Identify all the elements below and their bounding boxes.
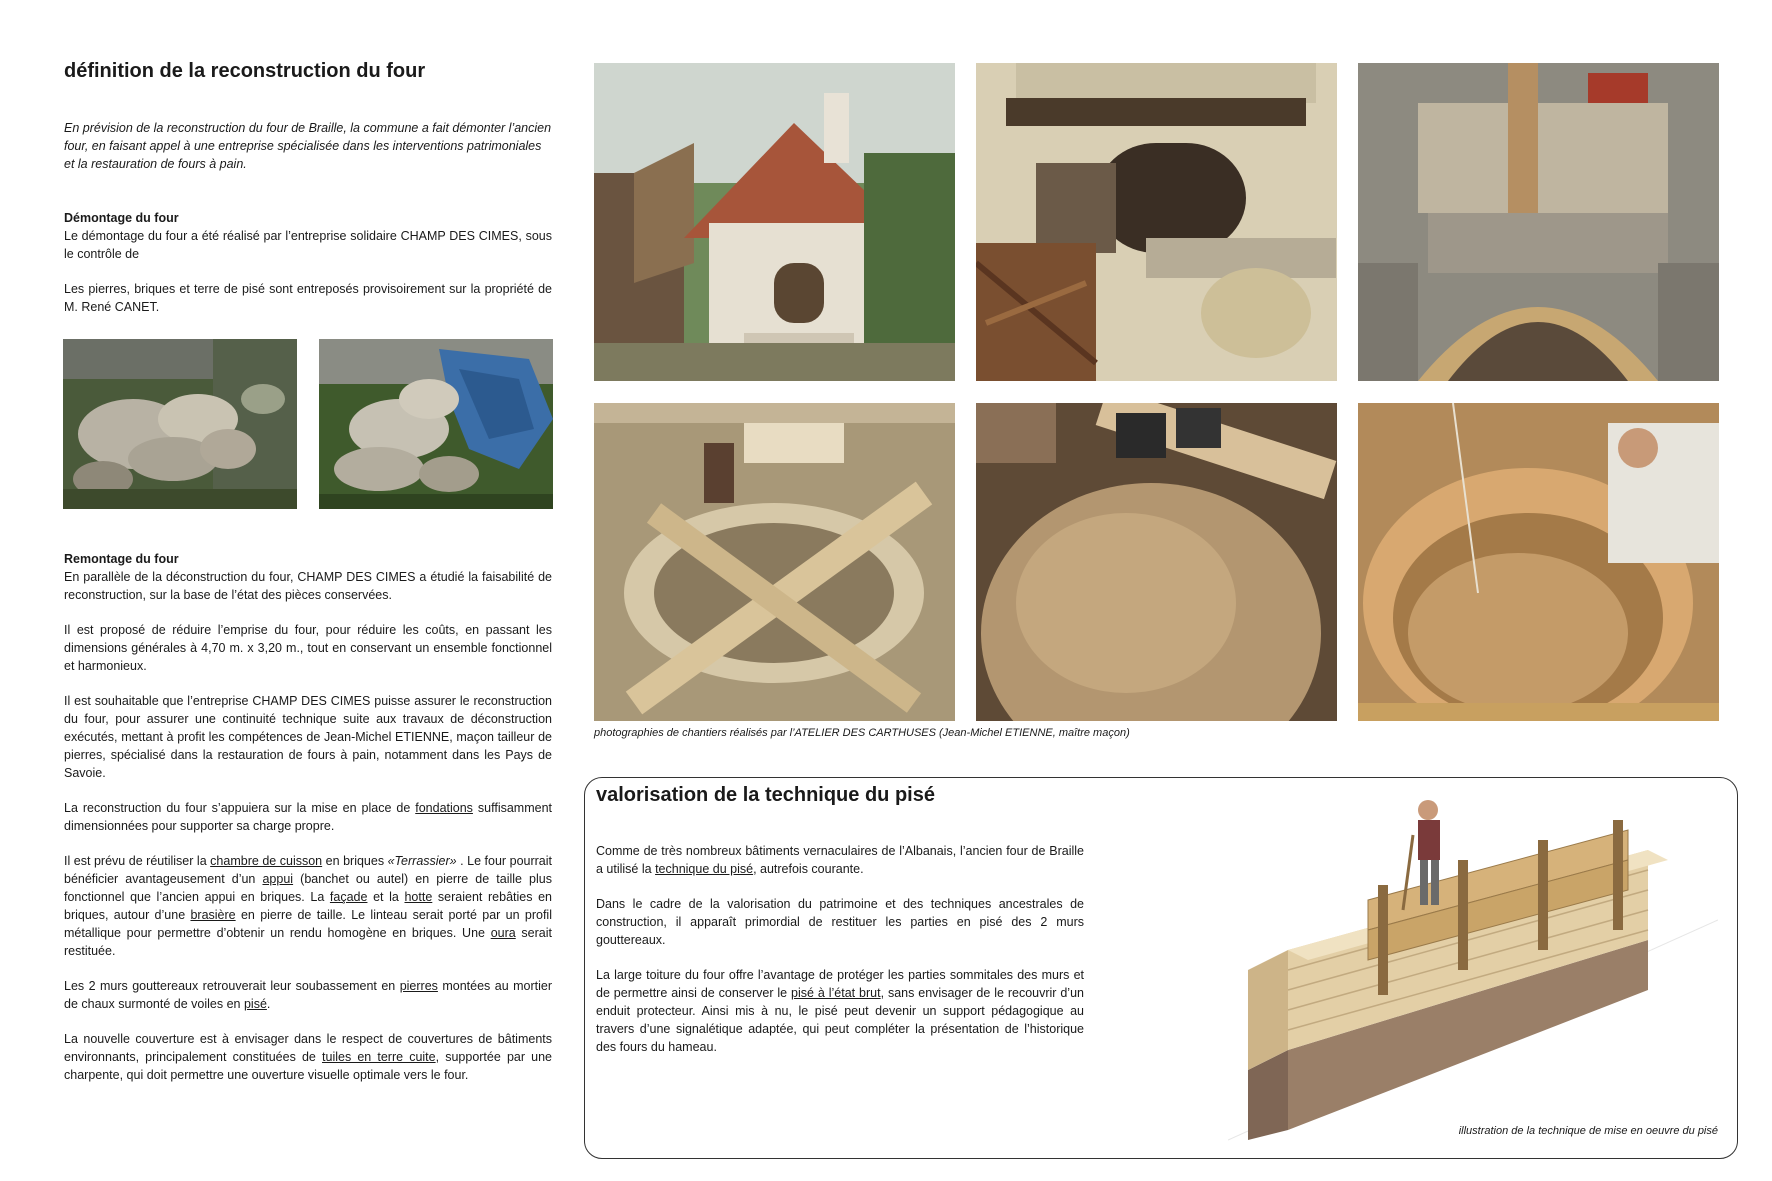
oven-vault-bricks-photo <box>1358 403 1719 721</box>
term-oura: oura <box>490 926 516 940</box>
term-technique-du-pise: technique du pisé <box>655 862 754 876</box>
term-pierres: pierres <box>399 979 438 993</box>
term-chambre-de-cuisson: chambre de cuisson <box>210 854 323 868</box>
pise-title: valorisation de la technique du pisé <box>596 784 935 806</box>
remontage-p1: En parallèle de la déconstruction du four, CHAMP DES CIMES a étudié la faisabilité de reconstruction, sur la base de l’état des pièces conservées. <box>64 570 552 602</box>
remontage-p6: Les 2 murs gouttereaux retrouverait leur soubassement en pierres montées au mortier de chaux surmonté de voiles en pisé. <box>64 979 552 1011</box>
term-facade: façade <box>329 890 368 904</box>
term-pise-etat-brut: pisé à l’état brut <box>791 986 881 1000</box>
pise-p1: Comme de très nombreux bâtiments vernaculaires de l’Albanais, l’ancien four de Braille a utilisé la technique du pisé, autrefois courante. <box>596 844 1084 876</box>
term-hotte: hotte <box>404 890 433 904</box>
remontage-section <box>64 550 552 1101</box>
term-fondations: fondations <box>415 801 473 815</box>
remontage-p3: Il est souhaitable que l’entreprise CHAMP DES CIMES puisse assurer le reconstruction du four, pour assurer une continuité technique suite aux travaux de déconstruction exécutés, mettant à profit les compétences de Jean-Michel ETIENNE, maçon tailleur de pierres, spécialisé dans la restauration de fours à pain, notamment dans les Pays de Savoie. <box>64 694 552 780</box>
stone-pile-photo-2 <box>319 339 553 509</box>
bread-oven-front-photo <box>976 63 1337 381</box>
intro-text: En prévision de la reconstruction du four de Braille, la commune a fait démonter l’ancien four, en faisant appel à une entreprise spécialisée dans les interventions patrimoniales et la restauration de fours à pain. <box>64 121 552 171</box>
term-appui: appui <box>262 872 294 886</box>
remontage-p7: La nouvelle couverture est à envisager dans le respect de couvertures de bâtiments environnants, principalement constituées de tuiles en terre cuite, supportée par une charpente, qui doit permettre une ouverture visuelle optimale vers le four. <box>64 1032 552 1082</box>
page-title: définition de la reconstruction du four <box>64 60 426 82</box>
term-tuiles: tuiles en terre cuite <box>322 1050 436 1064</box>
remontage-p5: Il est prévu de réutiliser la chambre de cuisson en briques «Terrassier» . Le four pourrait bénéficier avantageusement d’un appui (banchet ou autel) en pierre de taille plus fonctionnel que l’ancien appui en briques. La façade et la hotte seraient rebâties en briques, autour d’une brasière en pierre de taille. Le linteau serait porté par un profil métallique pour permettre d’obtenir un rendu homogène en briques. Une oura serait restituée. <box>64 854 553 958</box>
remontage-p2: Il est proposé de réduire l’emprise du four, pour réduire les coûts, en passant les dimensions générales à 4,70 m. x 3,20 m., tout en conservant un ensemble fonctionnel et harmonieux. <box>64 623 552 673</box>
oven-arch-construction-photo <box>1358 63 1719 381</box>
term-pise: pisé <box>243 997 267 1011</box>
remontage-heading: Remontage du four <box>64 552 179 566</box>
pise-illustration <box>1228 790 1718 1142</box>
demontage-p2: Les pierres, briques et terre de pisé sont entreposés provisoirement sur la propriété de M. René CANET. <box>64 282 552 314</box>
illustration-caption: illustration de la technique de mise en oeuvre du pisé <box>1458 1125 1718 1137</box>
gallery-caption: photographies de chantiers réalisés par l’ATELIER DES CARTHUSES (Jean-Michel ETIENNE, maître maçon) <box>594 727 1130 739</box>
demontage-section <box>64 209 552 333</box>
oven-floor-brickwork-photo <box>594 403 955 721</box>
pise-text <box>596 842 1084 1073</box>
demontage-p1: Le démontage du four a été réalisé par l’entreprise solidaire CHAMP DES CIMES, sous le contrôle de <box>64 229 552 261</box>
oven-dome-form-photo <box>976 403 1337 721</box>
pise-p2: Dans le cadre de la valorisation du patrimoine et des techniques ancestrales de construction, il apparaît primordial de restituer les parties en pisé des 2 murs gouttereaux. <box>596 897 1084 947</box>
stone-pile-photo-1 <box>63 339 297 509</box>
remontage-p4: La reconstruction du four s’appuiera sur la mise en place de fondations suffisamment dimensionnées pour supporter sa charge propre. <box>64 801 552 833</box>
demontage-heading: Démontage du four <box>64 211 179 225</box>
pise-p3: La large toiture du four offre l’avantage de protéger les parties sommitales des murs et de permettre ainsi de conserver le pisé à l’état brut, sans envisager de le recouvrir d’un enduit protecteur. Ainsi mis à nu, le pisé peut devenir un support pédagogique au travers d’une signalétique adaptée, qui peut compléter la présentation de l’historique des fours du hameau. <box>596 968 1084 1054</box>
oven-house-photo <box>594 63 955 381</box>
term-brasiere: brasière <box>190 908 236 922</box>
